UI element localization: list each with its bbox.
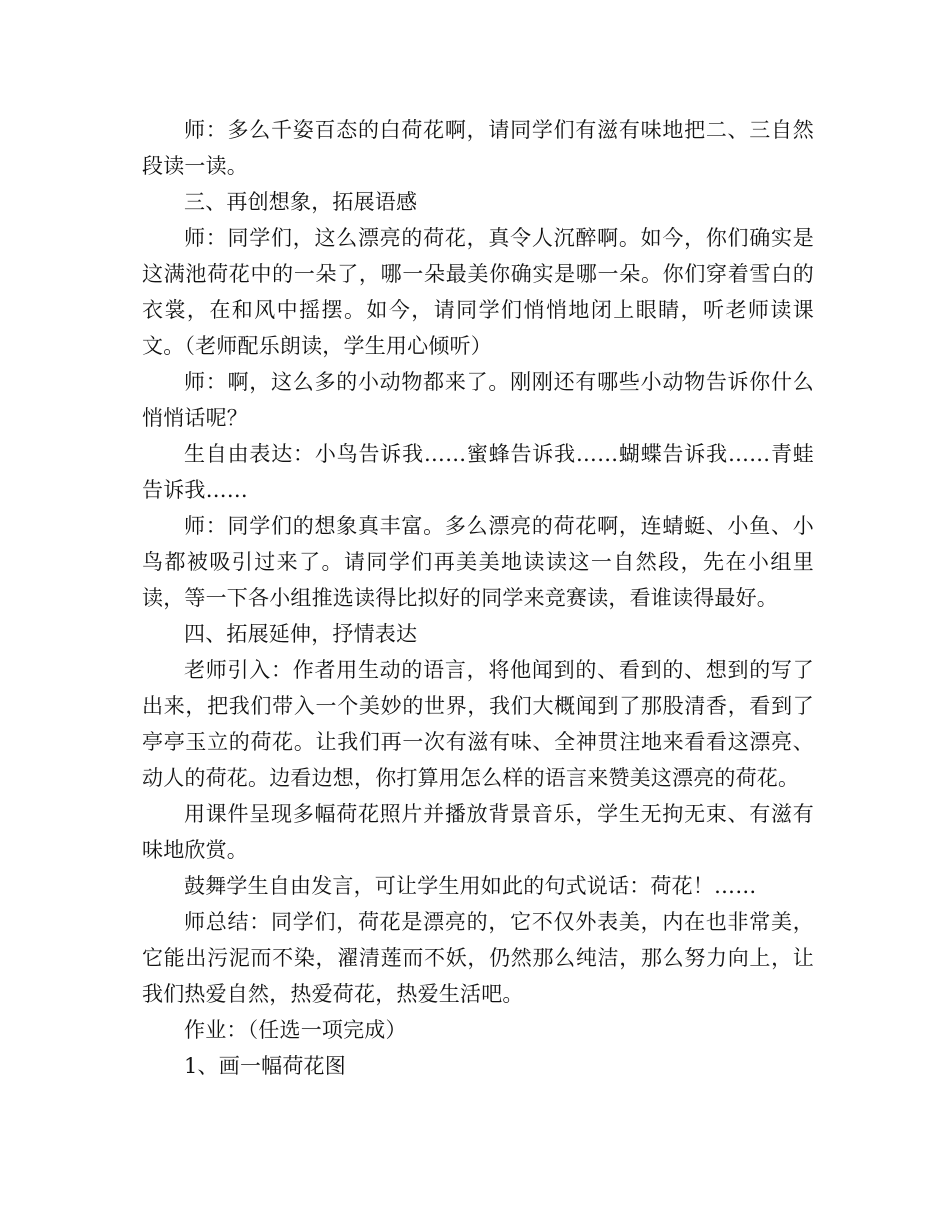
paragraph-teacher-summary: 师总结：同学们，荷花是漂亮的，它不仅外表美，内在也非常美，它能出污泥而不染，濯清莲而不妖，仍然那么纯洁，那么努力向上，让我们热爱自然，热爱荷花，热爱生活吧。 <box>142 910 814 1006</box>
paragraph-teacher-read-aloud: 师：多么千姿百态的白荷花啊，请同学们有滋有味地把二、三自然段读一读。 <box>142 118 814 178</box>
paragraph-teacher-introduction: 老师引入：作者用生动的语言，将他闻到的、看到的、想到的写了出来，把我们带入一个美妙的世界，我们大概闻到了那股清香，看到了亭亭玉立的荷花。让我们再一次有滋有味、全神贯注地来看看这漂亮、动人的荷花。边看边想，你打算用怎么样的语言来赞美这漂亮的荷花。 <box>142 658 814 790</box>
document-body <box>142 112 814 1084</box>
heading-section-three: 三、再创想象，拓展语感 <box>184 190 418 214</box>
paragraph-teacher-group-reading: 师：同学们的想象真丰富。多么漂亮的荷花啊，连蜻蜓、小鱼、小鸟都被吸引过来了。请同学们再美美地读读这一自然段，先在小组里读，等一下各小组推选读得比拟好的同学来竞赛读，看谁读得最好。 <box>142 514 814 610</box>
paragraph-teacher-imagine: 师：同学们，这么漂亮的荷花，真令人沉醉啊。如今，你们确实是这满池荷花中的一朵了，哪一朵最美你确实是哪一朵。你们穿着雪白的衣裳，在和风中摇摆。如今，请同学们悄悄地闭上眼睛，听老师读课文。（老师配乐朗读，学生用心倾听） <box>142 226 814 358</box>
paragraph-homework-heading: 作业：（任选一项完成） <box>184 1018 407 1042</box>
paragraph-courseware-photos: 用课件呈现多幅荷花照片并播放背景音乐，学生无拘无束、有滋有味地欣赏。 <box>142 802 814 862</box>
paragraph-homework-item-1: 1、画一幅荷花图 <box>184 1054 346 1078</box>
paragraph-encourage-speaking: 鼓舞学生自由发言，可让学生用如此的句式说话：荷花！…… <box>184 874 757 898</box>
paragraph-teacher-animals: 师：啊，这么多的小动物都来了。刚刚还有哪些小动物告诉你什么悄悄话呢？ <box>142 370 814 430</box>
heading-section-four: 四、拓展延伸，抒情表达 <box>184 622 418 646</box>
paragraph-students-express: 生自由表达：小鸟告诉我……蜜蜂告诉我……蝴蝶告诉我……青蛙告诉我…… <box>142 442 814 502</box>
